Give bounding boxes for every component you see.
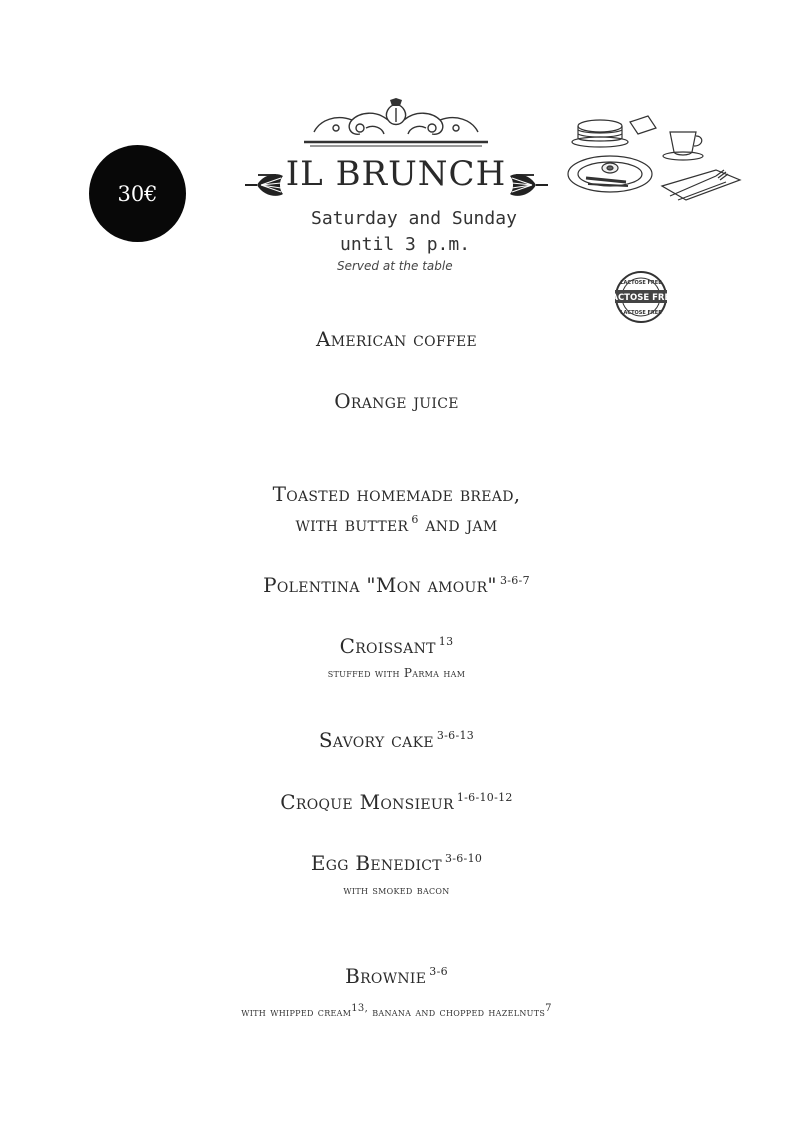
fan-ornament-icon [508, 172, 550, 198]
menu-item-name: Orange juice [334, 389, 459, 413]
menu-item-name: Polentina "Mon amour" [263, 573, 497, 597]
menu-item-name: Toasted homemade bread, [272, 482, 521, 506]
menu-item-cake [0, 728, 793, 752]
allergen-numbers: 3-6-7 [499, 574, 530, 588]
time-text: until 3 p.m. [340, 234, 471, 255]
menu-item-egg [0, 851, 793, 875]
title-block [240, 148, 552, 204]
menu-item-description [0, 1003, 793, 1019]
served-text: Served at the table [337, 259, 453, 273]
allergen-numbers: 3-6 [429, 965, 448, 979]
menu-item-name: Egg Benedict [310, 851, 442, 875]
menu-item-name: American coffee [315, 327, 478, 351]
menu-item-name: and jam [425, 512, 498, 536]
lactose-stamp-ring-top: LACTOSE FREE [620, 280, 662, 286]
brunch-food-sketch-icon [566, 112, 742, 210]
menu-item-croissant [0, 634, 793, 658]
description-text: with whipped cream [241, 1005, 352, 1019]
menu-item-name: Brownie [345, 964, 427, 988]
ornament-icon [296, 98, 496, 148]
price-label: 30€ [117, 181, 158, 206]
menu-item-description: stuffed with Parma ham [327, 666, 466, 680]
lactose-free-stamp-icon [605, 270, 677, 324]
description-text: banana and chopped hazelnuts [372, 1005, 546, 1019]
lactose-stamp-center-text: LACTOSE FREE [605, 293, 677, 303]
menu-item-croque [0, 790, 793, 814]
menu-item-coffee [0, 327, 793, 351]
price-badge [89, 145, 186, 242]
page-title: IL BRUNCH [285, 154, 507, 194]
menu-item-name: Croissant [339, 634, 436, 658]
allergen-number: 6 [411, 513, 419, 527]
lactose-stamp-ring-bottom: LACTOSE FREE [620, 310, 662, 316]
allergen-numbers: 3-6-13 [436, 729, 475, 743]
menu-item-polentina [0, 573, 793, 597]
fan-ornament-icon [243, 172, 285, 198]
days-text: Saturday and Sunday [311, 208, 517, 229]
allergen-numbers: 1-6-10-12 [456, 791, 513, 805]
menu-item-brownie [0, 964, 793, 988]
allergen-number: 7 [545, 1003, 552, 1014]
menu-item-name: with butter [295, 512, 409, 536]
allergen-numbers: 13 [438, 635, 454, 649]
menu-item-name: Savory cake [318, 728, 434, 752]
menu-item-bread [0, 482, 793, 506]
allergen-number: 13, [351, 1003, 369, 1014]
menu-item-description: with smoked bacon [343, 883, 450, 897]
menu-item-juice [0, 389, 793, 413]
menu-item-name: Croque Monsieur [280, 790, 454, 814]
menu-item-bread-line2 [0, 512, 793, 536]
allergen-numbers: 3-6-10 [444, 852, 483, 866]
